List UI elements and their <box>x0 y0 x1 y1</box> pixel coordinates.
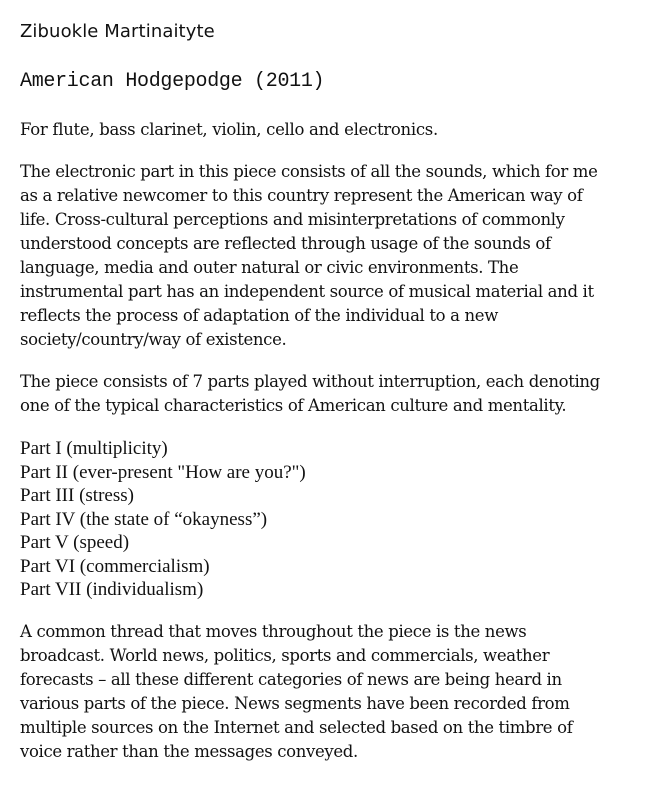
paragraph-line: understood concepts are reflected through usage of the sounds of <box>20 234 551 253</box>
electronic-part-paragraph <box>20 160 660 352</box>
paragraph-line: voice rather than the messages conveyed. <box>20 741 358 761</box>
news-broadcast-paragraph <box>20 620 660 764</box>
paragraph-line: broadcast. World news, politics, sports and commercials, weather <box>20 645 550 665</box>
structure-paragraph <box>20 370 660 418</box>
program-note <box>20 18 660 764</box>
paragraph-line: The piece consists of 7 parts played without interruption, each denoting <box>20 372 600 391</box>
paragraph-line: A common thread that moves throughout the piece is the news <box>20 621 527 641</box>
paragraph-line: The electronic part in this piece consists of all the sounds, which for me <box>20 162 598 181</box>
parts-list <box>20 437 660 602</box>
composer-name: Zibuokle Martinaityte <box>20 21 215 42</box>
paragraph-line: forecasts – all these different categories of news are being heard in <box>20 669 562 689</box>
paragraph-line: various parts of the piece. News segments have been recorded from <box>20 693 570 713</box>
paragraph-line: life. Cross-cultural perceptions and misinterpretations of commonly <box>20 210 565 229</box>
paragraph-line: instrumental part has an independent source of musical material and it <box>20 282 594 301</box>
paragraph-line: reflects the process of adaptation of the individual to a new <box>20 306 498 325</box>
instrumentation-line: For flute, bass clarinet, violin, cello and electronics. <box>20 120 438 139</box>
part-item: Part VI (commercialism) <box>20 555 210 577</box>
part-item: Part II (ever-present "How are you?") <box>20 461 306 483</box>
paragraph-line: language, media and outer natural or civic environments. The <box>20 258 519 277</box>
piece-title: American Hodgepodge (2011) <box>20 70 325 93</box>
part-item: Part III (stress) <box>20 485 134 506</box>
paragraph-line: multiple sources on the Internet and selected based on the timbre of <box>20 717 573 737</box>
part-item: Part I (multiplicity) <box>20 438 168 459</box>
paragraph-line: as a relative newcomer to this country represent the American way of <box>20 186 583 205</box>
part-item: Part V (speed) <box>20 532 130 553</box>
part-item: Part VII (individualism) <box>20 579 204 600</box>
paragraph-line: society/country/way of existence. <box>20 330 287 349</box>
part-item: Part IV (the state of “okayness”) <box>20 508 268 530</box>
paragraph-line: one of the typical characteristics of American culture and mentality. <box>20 396 567 415</box>
